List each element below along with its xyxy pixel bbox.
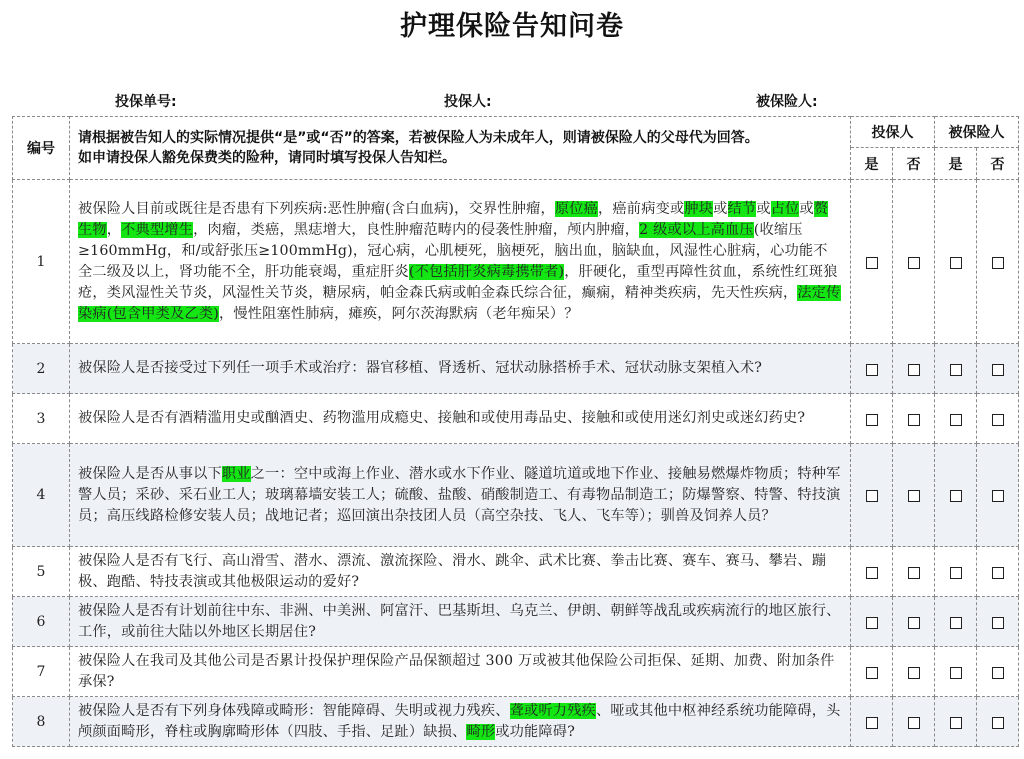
insured-yes-checkbox[interactable] — [950, 414, 962, 426]
question-row — [13, 547, 1019, 597]
highlighted-term: 畸形 — [466, 723, 496, 740]
highlighted-term: (不包括肝炎病毒携带者) — [408, 263, 565, 280]
applicant-yes-header: 是 — [851, 148, 893, 180]
insured-no-checkbox[interactable] — [992, 364, 1004, 376]
highlighted-term: 赘生物 — [78, 200, 829, 238]
question-text — [70, 547, 851, 597]
question-text-segment: 或 — [756, 200, 771, 217]
question-text-segment: ，肝硬化，重型再障性贫血，系统性红斑狼疮，类风湿性关节炎，风湿性关节炎，糖尿病，帕金森氏病或帕金森氏综合征，癫痫，精神类疾病，先天性疾病， — [78, 263, 838, 301]
insured-yes-cell — [935, 547, 977, 597]
insured-yes-checkbox[interactable] — [950, 617, 962, 629]
highlighted-term: 原位癌 — [554, 200, 599, 217]
applicant-no-cell — [893, 697, 935, 747]
applicant-yes-checkbox[interactable] — [866, 617, 878, 629]
instructions — [70, 117, 851, 180]
question-text — [70, 344, 851, 394]
question-text-segment: 或 — [799, 200, 814, 217]
policy-number-label: 投保单号: — [115, 94, 177, 110]
questionnaire-table — [12, 116, 1019, 747]
applicant-yes-checkbox[interactable] — [866, 567, 878, 579]
question-text — [70, 697, 851, 747]
applicant-no-cell — [893, 394, 935, 444]
column-group-applicant: 投保人 — [851, 117, 935, 148]
question-text-segment: 被保险人是否从事以下 — [78, 465, 222, 482]
question-text-segment: ，肉瘤，类癌，黑痣增大，良性肿瘤范畴内的侵袭性肿瘤，颅内肿瘤， — [193, 221, 640, 238]
insured-no-cell — [977, 547, 1019, 597]
question-text-segment: 、哑或其他中枢神经系统功能障碍，头颅颜面畸形，脊柱或胸廓畸形体（四肢、手指、足趾）缺损、 — [78, 702, 841, 740]
question-text — [70, 647, 851, 697]
applicant-yes-cell — [851, 697, 893, 747]
insured-no-cell — [977, 697, 1019, 747]
applicant-yes-cell — [851, 344, 893, 394]
applicant-no-checkbox[interactable] — [908, 717, 920, 729]
insured-yes-checkbox[interactable] — [950, 364, 962, 376]
instruction-line-1: 请根据被告知人的实际情况提供“是”或“否”的答案，若被保险人为未成年人，则请被保险人的父母代为回答。 — [78, 130, 759, 146]
applicant-no-checkbox[interactable] — [908, 490, 920, 502]
insured-label: 被保险人: — [756, 94, 818, 110]
insured-no-cell — [977, 394, 1019, 444]
highlighted-term: 不典型增生 — [121, 221, 194, 238]
highlighted-term: 2 级或以上高血压 — [639, 221, 754, 238]
question-rows — [13, 180, 1019, 747]
question-text — [70, 597, 851, 647]
question-text-segment: 或功能障碍? — [495, 723, 575, 740]
applicant-yes-cell — [851, 547, 893, 597]
insured-yes-checkbox[interactable] — [950, 567, 962, 579]
applicant-no-checkbox[interactable] — [908, 364, 920, 376]
question-text-segment: 被保险人是否接受过下列任一项手术或治疗：器官移植、肾透析、冠状动脉搭桥手术、冠状动脉支架植入术? — [78, 360, 763, 376]
insured-no-cell — [977, 647, 1019, 697]
question-text-segment: ，慢性阻塞性肺病，瘫痪，阿尔茨海默病（老年痴呆）？ — [218, 305, 579, 322]
insured-yes-cell — [935, 344, 977, 394]
applicant-no-checkbox[interactable] — [908, 257, 920, 269]
question-text-segment: 被保险人是否有计划前往中东、非洲、中美洲、阿富汗、巴基斯坦、乌克兰、伊朗、朝鲜等战乱或疾病流行的地区旅行、工作，或前往大陆以外地区长期居住? — [78, 602, 841, 640]
applicant-no-checkbox[interactable] — [908, 617, 920, 629]
highlighted-term: 结节 — [727, 200, 757, 217]
applicant-no-checkbox[interactable] — [908, 567, 920, 579]
applicant-no-cell — [893, 597, 935, 647]
question-number: 1 — [13, 180, 70, 344]
applicant-no-cell — [893, 444, 935, 547]
applicant-no-cell — [893, 547, 935, 597]
question-row — [13, 697, 1019, 747]
insured-yes-checkbox[interactable] — [950, 717, 962, 729]
question-text-segment: 被保险人目前或既往是否患有下列疾病:恶性肿瘤(含白血病)，交界性肿瘤， — [78, 200, 555, 217]
applicant-yes-cell — [851, 597, 893, 647]
applicant-yes-checkbox[interactable] — [866, 257, 878, 269]
question-number: 2 — [13, 344, 70, 394]
column-header-number: 编号 — [13, 117, 70, 180]
applicant-yes-cell — [851, 394, 893, 444]
insured-no-cell — [977, 344, 1019, 394]
insured-yes-cell — [935, 444, 977, 547]
insured-yes-checkbox[interactable] — [950, 667, 962, 679]
applicant-yes-checkbox[interactable] — [866, 364, 878, 376]
question-row — [13, 444, 1019, 547]
applicant-yes-cell — [851, 444, 893, 547]
highlighted-term: 肿块 — [684, 200, 714, 217]
applicant-label: 投保人: — [444, 94, 492, 110]
question-number: 4 — [13, 444, 70, 547]
question-text — [70, 180, 851, 344]
question-text-segment: 被保险人在我司及其他公司是否累计投保护理保险产品保额超过 300 万或被其他保险公司拒保、延期、加费、附加条件承保? — [78, 652, 835, 690]
question-text-segment: 之一：空中或海上作业、潜水或水下作业、隧道坑道或地下作业、接触易燃爆炸物质；特种军警人员；采砂、采石业工人；玻璃幕墙安装工人；硫酸、盐酸、硝酸制造工、有毒物品制造工；防爆警察、特警、特技演员；高压线路检修安装人员；战地记者；巡回演出杂技团人员（高空杂技、飞人、飞车等）；驯兽及饲养人员？ — [78, 465, 841, 524]
question-text-segment: 被保险人是否有下列身体残障或畸形：智能障碍、失明或视力残疾、 — [78, 702, 510, 719]
applicant-yes-cell — [851, 180, 893, 344]
question-number: 7 — [13, 647, 70, 697]
applicant-no-cell — [893, 344, 935, 394]
question-row — [13, 344, 1019, 394]
question-text-segment: (收缩压≥160mmHg，和/或舒张压≥100mmHg)，冠心病，心肌梗死，脑梗死，脑出血，脑缺血，风湿性心脏病，心功能不全二级及以上，肾功能不全，肝功能衰竭，重症肝炎 — [78, 221, 828, 280]
question-number: 6 — [13, 597, 70, 647]
applicant-yes-cell — [851, 647, 893, 697]
applicant-yes-checkbox[interactable] — [866, 490, 878, 502]
insured-no-checkbox[interactable] — [992, 414, 1004, 426]
highlighted-term: 聋或听力残疾 — [509, 702, 596, 719]
question-text-segment: ， — [106, 221, 122, 238]
question-text-segment: 被保险人是否有飞行、高山滑雪、潜水、漂流、激流探险、滑水、跳伞、武术比赛、拳击比赛、赛车、赛马、攀岩、蹦极、跑酷、特技表演或其他极限运动的爱好? — [78, 552, 827, 590]
insured-no-checkbox[interactable] — [992, 490, 1004, 502]
insured-no-checkbox[interactable] — [992, 717, 1004, 729]
insured-no-checkbox[interactable] — [992, 667, 1004, 679]
question-row — [13, 180, 1019, 344]
applicant-no-checkbox[interactable] — [908, 667, 920, 679]
applicant-yes-checkbox[interactable] — [866, 717, 878, 729]
question-text-segment: 或 — [713, 200, 728, 217]
question-text-segment: 被保险人是否有酒精滥用史或酗酒史、药物滥用成瘾史、接触和或使用毒品史、接触和或使用迷幻剂史或迷幻药史? — [78, 410, 806, 426]
question-text — [70, 394, 851, 444]
insured-no-checkbox[interactable] — [992, 257, 1004, 269]
question-text — [70, 444, 851, 547]
question-text-segment: ，癌前病变或 — [598, 200, 685, 217]
applicant-no-cell — [893, 647, 935, 697]
question-number: 8 — [13, 697, 70, 747]
applicant-no-cell — [893, 180, 935, 344]
insured-yes-cell — [935, 647, 977, 697]
question-number: 3 — [13, 394, 70, 444]
highlighted-term: 占位 — [770, 200, 800, 217]
insured-no-cell — [977, 597, 1019, 647]
highlighted-term: 法定传染病(包含甲类及乙类) — [78, 284, 841, 322]
insured-no-cell — [977, 444, 1019, 547]
insured-no-header: 否 — [977, 148, 1019, 180]
applicant-no-header: 否 — [893, 148, 935, 180]
insured-no-checkbox[interactable] — [992, 567, 1004, 579]
insured-yes-cell — [935, 180, 977, 344]
question-row — [13, 394, 1019, 444]
insured-yes-header: 是 — [935, 148, 977, 180]
question-row — [13, 647, 1019, 697]
insured-yes-cell — [935, 597, 977, 647]
column-group-insured: 被保险人 — [935, 117, 1019, 148]
applicant-no-checkbox[interactable] — [908, 414, 920, 426]
question-row — [13, 597, 1019, 647]
insured-yes-checkbox[interactable] — [950, 490, 962, 502]
insured-yes-checkbox[interactable] — [950, 257, 962, 269]
insured-no-checkbox[interactable] — [992, 617, 1004, 629]
insured-yes-cell — [935, 697, 977, 747]
insured-yes-cell — [935, 394, 977, 444]
form-title: 护理保险告知问卷 — [400, 11, 624, 42]
instruction-line-2: 如申请投保人豁免保费类的险种，请同时填写投保人告知栏。 — [78, 150, 456, 166]
insured-no-cell — [977, 180, 1019, 344]
applicant-yes-checkbox[interactable] — [866, 414, 878, 426]
highlighted-term: 职业 — [221, 465, 251, 482]
question-number: 5 — [13, 547, 70, 597]
applicant-yes-checkbox[interactable] — [866, 667, 878, 679]
